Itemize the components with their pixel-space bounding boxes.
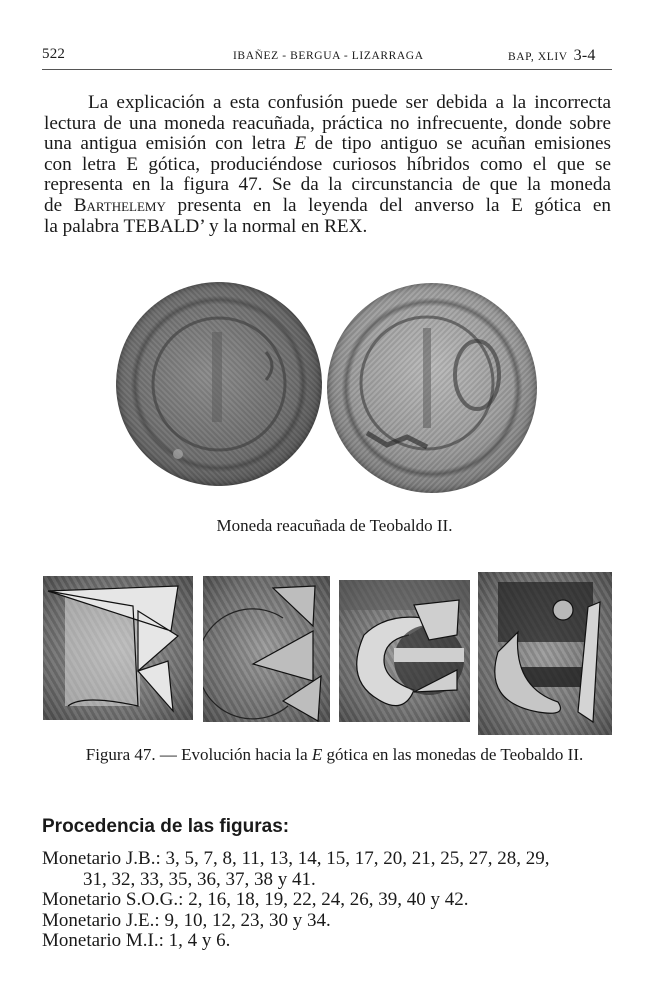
para-line: una antigua emisión con letra E de tipo antiguo se acuñan emisiones xyxy=(44,133,611,155)
journal-issue: 3-4 xyxy=(573,47,596,64)
coin-obverse-image xyxy=(116,282,322,486)
source-row: Monetario S.O.G.: 2, 16, 18, 19, 22, 24, 26, 39, 40 y 42. xyxy=(42,889,469,910)
caption-italic-letter: E xyxy=(311,745,323,764)
body-paragraph xyxy=(44,93,611,237)
para-line: la palabra TEBALD’ y la normal en REX. xyxy=(44,215,368,237)
para-line: lectura de una moneda reacuñada, práctica no infrecuente, donde sobre xyxy=(44,112,611,134)
para-line: con letra E gótica, produciéndose curiosos híbridos como el que se xyxy=(44,153,611,175)
figure-47-panel-3 xyxy=(339,580,470,722)
author-name-smallcaps: Barthelemy xyxy=(73,194,166,216)
sources-heading: Procedencia de las figuras: xyxy=(42,816,290,837)
running-head-authors: IBAÑEZ - BERGUA - LIZARRAGA xyxy=(233,50,424,62)
figure-47-panel-1 xyxy=(43,576,193,720)
source-row: Monetario J.E.: 9, 10, 12, 23, 30 y 34. xyxy=(42,909,331,931)
source-row: Monetario M.I.: 1, 4 y 6. xyxy=(42,930,231,951)
running-head-journal xyxy=(508,47,596,65)
para-line: representa en la figura 47. Se da la circunstancia de que la moneda xyxy=(44,174,611,196)
figure-47-panel-4 xyxy=(478,572,612,735)
journal-name: BAP, XLIV xyxy=(508,51,568,63)
source-row-continuation: 31, 32, 33, 35, 36, 37, 38 y 41. xyxy=(83,868,316,890)
source-row: Monetario J.B.: 3, 5, 7, 8, 11, 13, 14, 15, 17, 20, 21, 25, 27, 28, 29, xyxy=(42,848,550,869)
figure-47-panel-2 xyxy=(203,576,330,722)
coin-reverse-image xyxy=(327,283,537,493)
sources-list xyxy=(42,849,550,952)
page-number: 522 xyxy=(42,46,66,62)
para-line: La explicación a esta confusión puede ser debida a la incorrecta xyxy=(88,92,611,113)
header-rule xyxy=(42,69,612,70)
italic-letter: E xyxy=(294,133,307,155)
coin-figure-caption: Moneda reacuñada de Teobaldo II. xyxy=(216,516,453,535)
para-line: de Barthelemy presenta en la leyenda del anverso la E gótica en xyxy=(44,194,611,216)
figure-47-caption: Figura 47. — Evolución hacia la E gótica en las monedas de Teobaldo II. xyxy=(85,745,584,764)
